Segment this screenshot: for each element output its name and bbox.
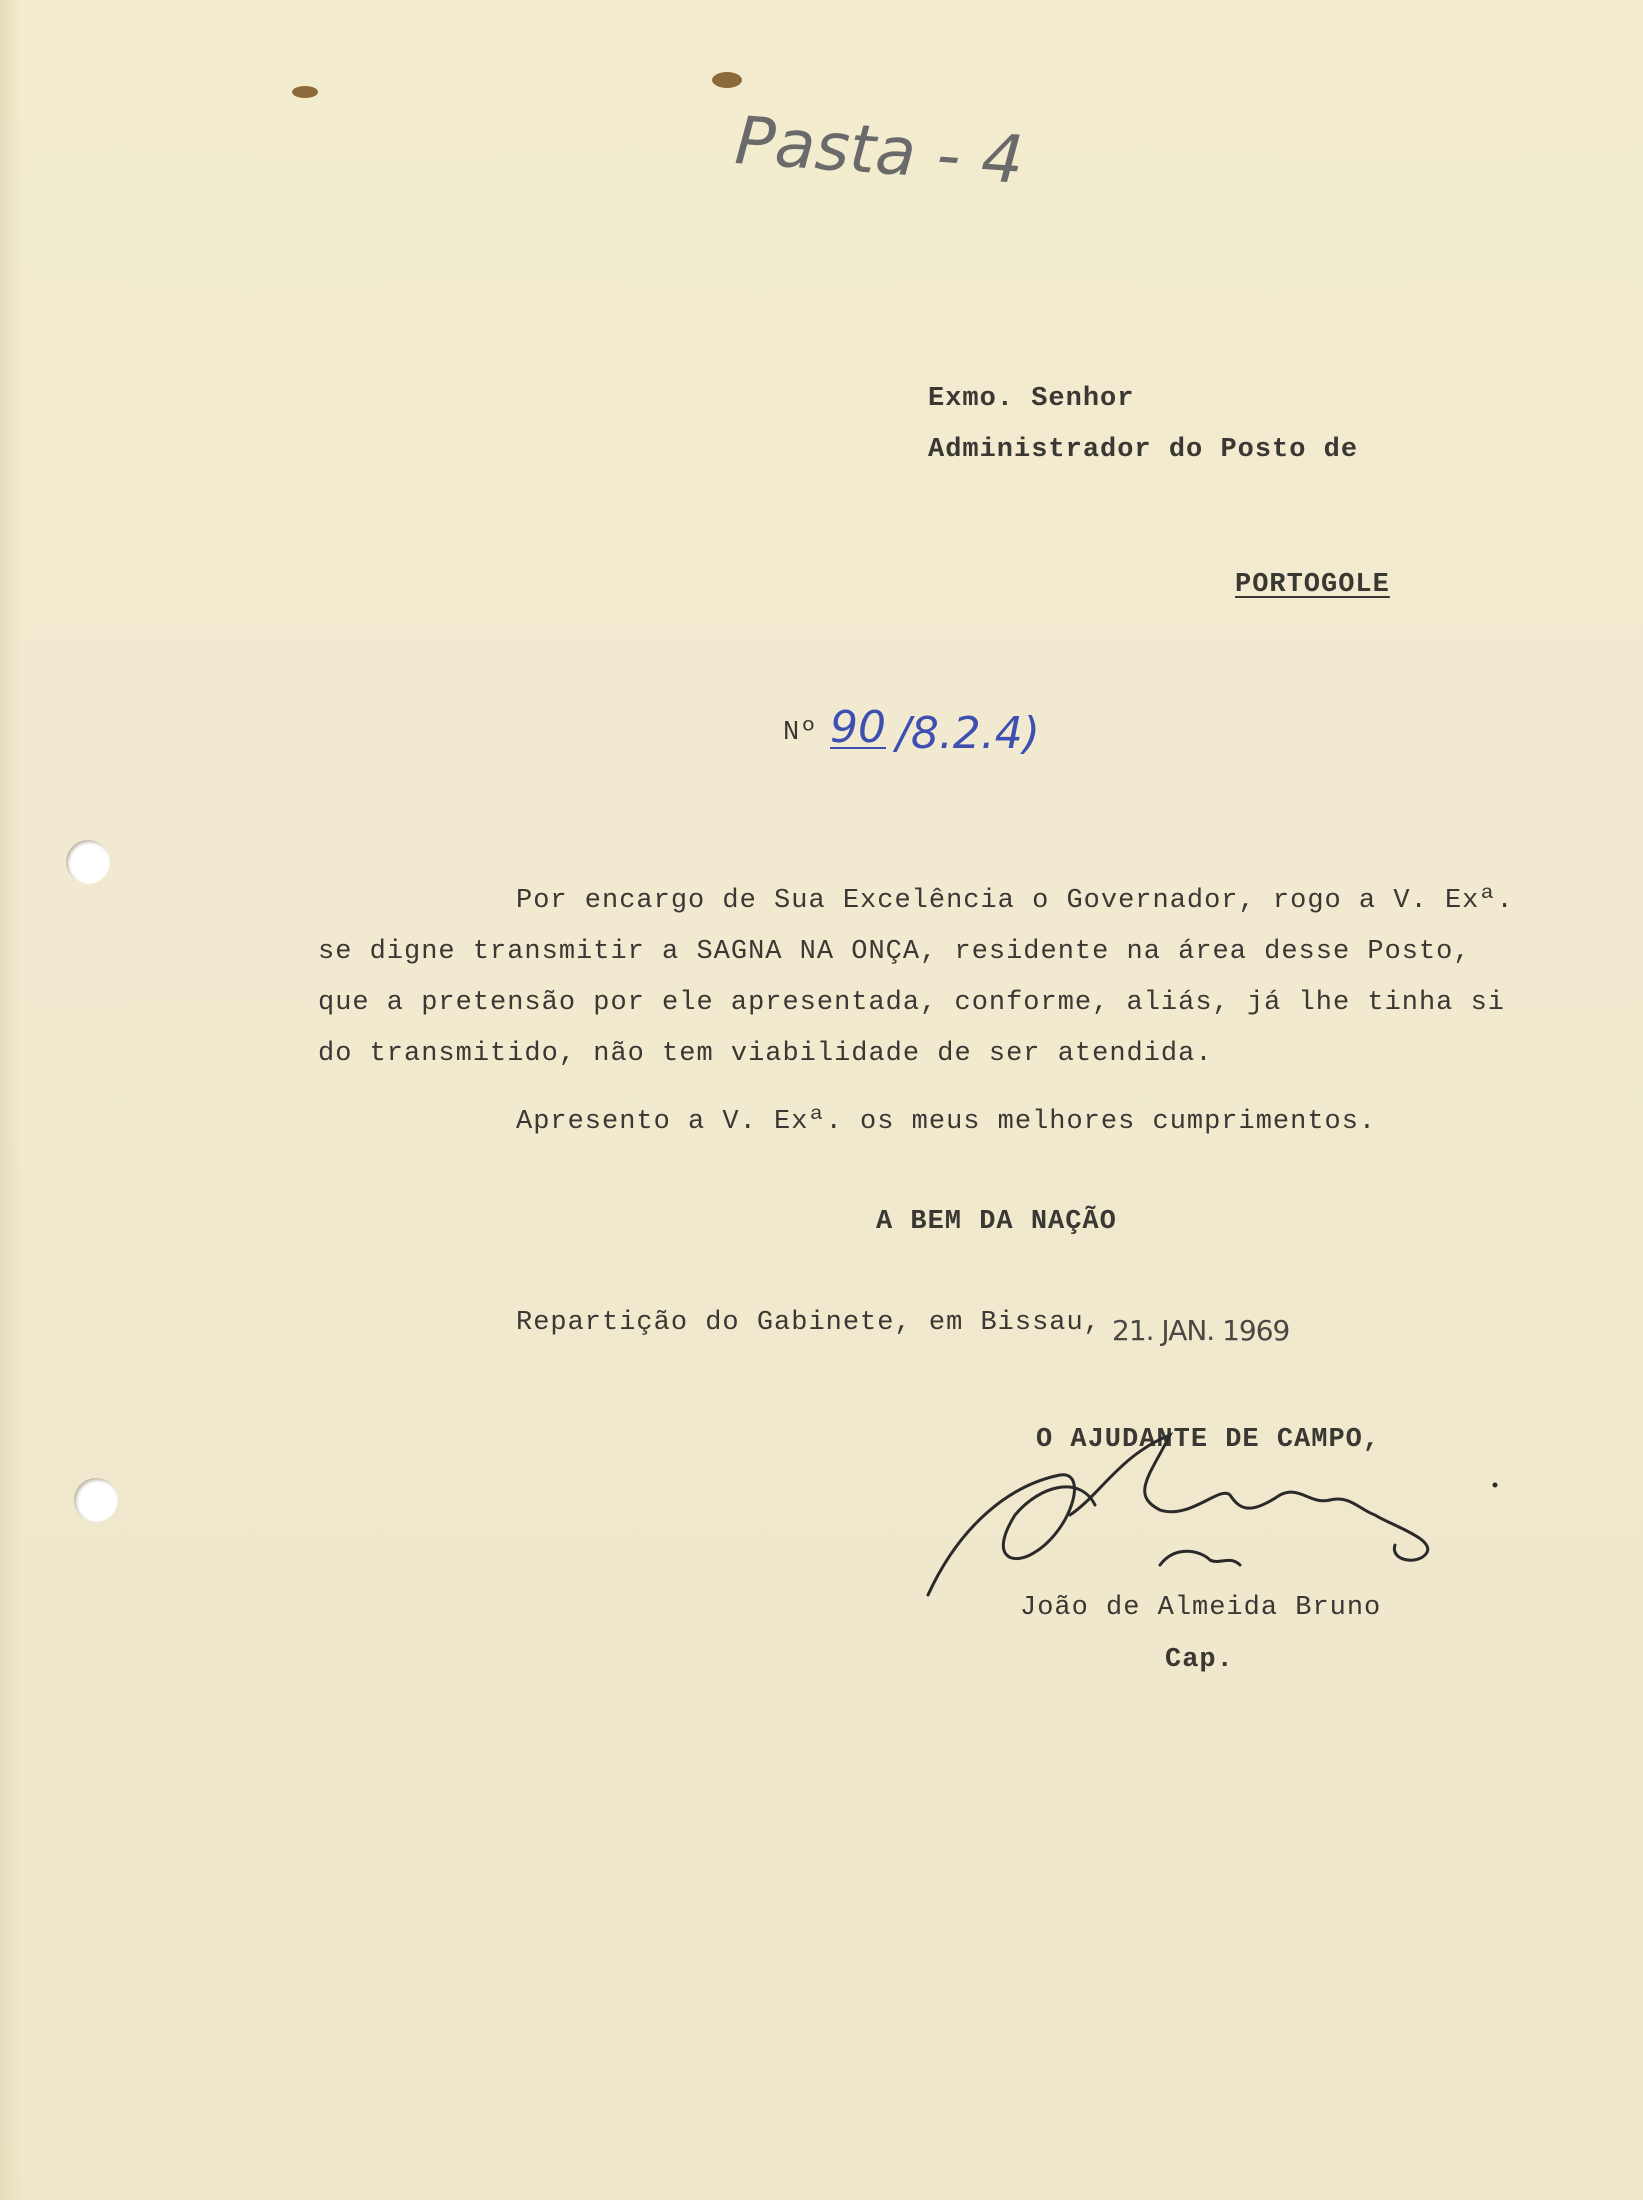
- date-stamp: 21. JAN. 1969: [1112, 1314, 1290, 1347]
- handwritten-signature: [920, 1415, 1500, 1605]
- punch-hole-top: [66, 840, 110, 884]
- signatory-rank: Cap.: [1165, 1645, 1234, 1675]
- closing-greeting: Apresento a V. Exª. os meus melhores cumprimentos.: [516, 1107, 1377, 1137]
- body-line-1: Por encargo de Sua Excelência o Governador, rogo a V. Exª.: [516, 886, 1514, 916]
- reference-prefix: Nº: [783, 718, 818, 748]
- body-line-3: que a pretensão por ele apresentada, conforme, aliás, já lhe tinha si: [318, 988, 1505, 1018]
- recipient-salutation: Exmo. Senhor: [928, 384, 1135, 414]
- signatory-name: João de Almeida Bruno: [1020, 1593, 1382, 1623]
- motto: A BEM DA NAÇÃO: [876, 1207, 1117, 1237]
- staple-mark-right: [712, 72, 742, 88]
- punch-hole-bottom: [74, 1478, 118, 1522]
- recipient-title: Administrador do Posto de: [928, 435, 1359, 465]
- reference-code: /8.2.4): [896, 708, 1040, 759]
- place-date: Repartição do Gabinete, em Bissau,: [516, 1308, 1101, 1338]
- pencil-folder-note: Pasta - 4: [732, 102, 1027, 199]
- recipient-place: PORTOGOLE: [1235, 570, 1390, 600]
- reference-number: 90: [830, 702, 886, 753]
- signatory-title: O AJUDANTE DE CAMPO,: [1036, 1425, 1381, 1455]
- staple-mark-left: [292, 86, 318, 98]
- body-line-4: do transmitido, não tem viabilidade de ser atendida.: [318, 1039, 1213, 1069]
- body-line-2: se digne transmitir a SAGNA NA ONÇA, residente na área desse Posto,: [318, 937, 1471, 967]
